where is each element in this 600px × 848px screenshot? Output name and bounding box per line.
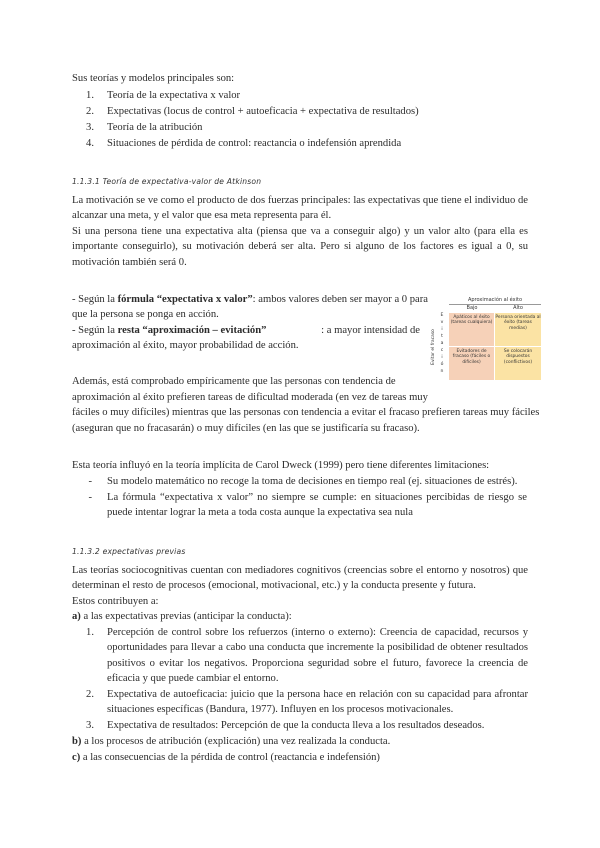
list-text: Expectativa de autoeficacia: juicio que la persona hace en relación con su capacidad para afrontar situaciones específicas (Bandura, 1977). Influyen en los procesos motivacionales. (107, 689, 528, 716)
list-text: Expectativa de resultados: Percepción de que la conducta lleva a los resultados deseados. (107, 720, 485, 731)
paragraph: Si una persona tiene una expectativa alta (piensa que va a conseguir algo) y un valor alto (para ella es importante conseguirlo), su motivación deberá ser alta. Pero si alguno de los factores es igual a 0, su motivación también será 0. (72, 226, 528, 268)
dash-marker: - (88, 476, 92, 487)
dash-marker: - (88, 492, 92, 503)
bullet-resta-line1: - Según la resta “aproximación – evitación” : a mayor intensidad de (72, 325, 420, 336)
side-label: Evitar el fracaso (431, 329, 436, 365)
paragraph-line: (aseguran que no fracasarán) o muy difíciles (en las que se justificaría su fracaso). (72, 423, 420, 434)
side-letter: E (440, 313, 444, 318)
list-number: 2. (86, 106, 94, 117)
list-text: La fórmula “expectativa x valor” no siempre se cumple: en situaciones percibidas de riesgo se puede intentar lograr la meta a toda costa aunque la expectativa sea nula (107, 492, 527, 519)
list-number: 1. (86, 90, 94, 101)
figure-title: Aproximación al éxito (449, 296, 541, 305)
side-letter: i (441, 355, 443, 360)
column-header-low: Bajo (466, 305, 478, 311)
contribution-a: a) a las expectativas previas (anticipar la conducta): (72, 611, 292, 622)
side-label-wrapper (429, 312, 438, 380)
list-text: Situaciones de pérdida de control: reactancia o indefensión aprendida (107, 138, 402, 149)
list-text: Su modelo matemático no recoge la toma de decisiones en tiempo real (ej. situaciones de estrés). (107, 476, 518, 487)
section-heading: 1.1.3.1 Teoría de expectativa-valor de Atkinson (72, 177, 262, 186)
list-number: 1. (86, 627, 94, 638)
side-letter: v (440, 320, 444, 325)
side-letters (439, 312, 445, 380)
list-text: Teoría de la atribución (107, 122, 203, 133)
paragraph: La motivación se ve como el producto de dos fuerzas principales: las expectativas que tiene el individuo de alcanzar una meta, y el valor que esa meta representa para él. (72, 195, 528, 222)
bullet-formula-line2: que la persona se ponga en acción. (72, 309, 219, 320)
section-heading: 1.1.3.2 expectativas previas (72, 547, 186, 556)
matrix-cell: Apáticos al éxito (tareas cualquiera) (449, 313, 494, 346)
side-letter: n (440, 369, 444, 374)
side-letter: a (440, 341, 444, 346)
side-letter: t (441, 334, 443, 339)
paragraph: Estos contribuyen a: (72, 596, 159, 607)
motivation-matrix-figure (429, 296, 541, 380)
contribution-b: b) a los procesos de atribución (explicación) una vez realizada la conducta. (72, 736, 391, 747)
paragraph: Esta teoría influyó en la teoría implícita de Carol Dweck (1999) pero tiene diferentes limitaciones: (72, 460, 490, 471)
side-letter: i (441, 327, 443, 332)
bullet-resta-line2: aproximación al éxito, mayor probabilidad de acción. (72, 340, 299, 351)
column-header-high: Alto (513, 305, 523, 311)
matrix-cell: Persona orientada al éxito (tareas medias) (495, 313, 541, 346)
paragraph: Las teorías sociocognitivas cuentan con mediadores cognitivos (creencias sobre el entorno y nosotros) que determinan el resto de procesos (emocional, motivacional, etc.) y la conducta presente y futura. (72, 565, 528, 592)
side-letter: ó (440, 362, 444, 367)
list-number: 2. (86, 689, 94, 700)
bullet-formula-line1: - Según la fórmula “expectativa x valor”: ambos valores deben ser mayor a 0 para (72, 294, 428, 305)
list-text: Teoría de la expectativa x valor (107, 90, 241, 101)
contribution-c: c) a las consecuencias de la pérdida de control (reactancia e indefensión) (72, 752, 380, 763)
matrix-cell: Se colocarán dispuestos (conflictivos) (495, 347, 541, 380)
list-text: Expectativas (locus de control + autoeficacia + expectativa de resultados) (107, 106, 419, 117)
side-letter: c (440, 348, 444, 353)
paragraph-line: fáciles o muy difíciles) mientras que las personas con tendencia a evitar el fracaso prefieren tareas muy fáciles (72, 407, 540, 418)
list-text: Percepción de control sobre los refuerzos (interno o externo): Creencia de capacidad, recursos y oportunidades para llevar a cabo una conducta que incremente la posibilidad de obtener resultados positivos o evitar los negativos. Proporciona seguridad sobre el futuro, favorece la creencia de eficacia y que puede cambiar el entorno. (107, 627, 528, 685)
list-number: 3. (86, 122, 94, 133)
matrix-cell: Evitadores de fracaso (fáciles o difíciles) (449, 347, 494, 380)
paragraph-line: aproximación al éxito prefieren tareas de dificultad moderada (en vez de tareas muy (72, 392, 428, 403)
list-number: 4. (86, 138, 94, 149)
intro-text: Sus teorías y modelos principales son: (72, 73, 235, 84)
list-number: 3. (86, 720, 94, 731)
paragraph-line: Además, está comprobado empíricamente que las personas con tendencia de (72, 376, 396, 387)
